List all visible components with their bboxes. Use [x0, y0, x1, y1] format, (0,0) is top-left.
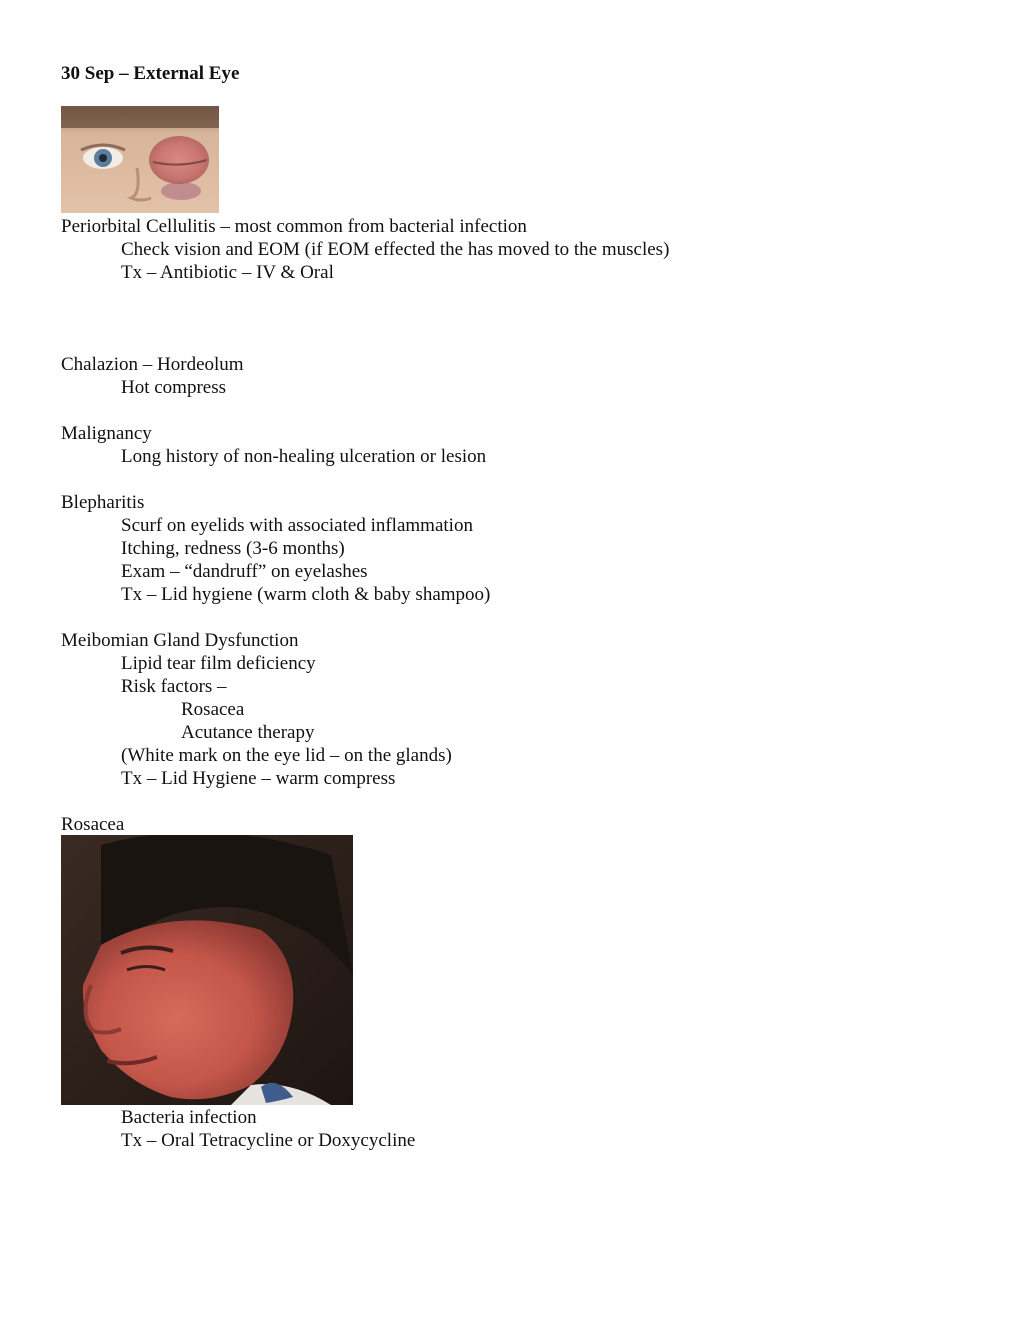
- blepharitis-item-2: Itching, redness (3-6 months): [121, 538, 345, 559]
- meibomian-item-2: Risk factors –: [121, 676, 227, 697]
- rosacea-item-1: Bacteria infection: [121, 1107, 257, 1128]
- rosacea-photo: [61, 835, 353, 1105]
- section-heading-rosacea: Rosacea: [61, 814, 125, 835]
- section-heading-periorbital: Periorbital Cellulitis – most common from bacterial infection: [61, 216, 527, 237]
- section-heading-malignancy: Malignancy: [61, 423, 152, 444]
- meibomian-item-1: Lipid tear film deficiency: [121, 653, 316, 674]
- risk-factor-1: Rosacea: [181, 699, 245, 720]
- blepharitis-item-1: Scurf on eyelids with associated inflammation: [121, 515, 473, 536]
- periorbital-cellulitis-photo: [61, 106, 219, 213]
- section-heading-meibomian: Meibomian Gland Dysfunction: [61, 630, 299, 651]
- meibomian-item-4: Tx – Lid Hygiene – warm compress: [121, 768, 396, 789]
- chalazion-item-1: Hot compress: [121, 377, 227, 398]
- periorbital-item-2: Tx – Antibiotic – IV & Oral: [121, 262, 334, 283]
- blepharitis-item-3: Exam – “dandruff” on eyelashes: [121, 561, 368, 582]
- risk-factor-2: Acutance therapy: [181, 722, 315, 743]
- meibomian-item-3: (White mark on the eye lid – on the glands): [121, 745, 452, 766]
- blepharitis-item-4: Tx – Lid hygiene (warm cloth & baby shampoo): [121, 584, 491, 605]
- rosacea-item-2: Tx – Oral Tetracycline or Doxycycline: [121, 1130, 416, 1151]
- periorbital-item-1: Check vision and EOM (if EOM effected the has moved to the muscles): [121, 239, 670, 260]
- page-title: 30 Sep – External Eye: [61, 63, 240, 84]
- section-heading-blepharitis: Blepharitis: [61, 492, 145, 513]
- section-heading-chalazion: Chalazion – Hordeolum: [61, 354, 244, 375]
- malignancy-item-1: Long history of non-healing ulceration or lesion: [121, 446, 487, 467]
